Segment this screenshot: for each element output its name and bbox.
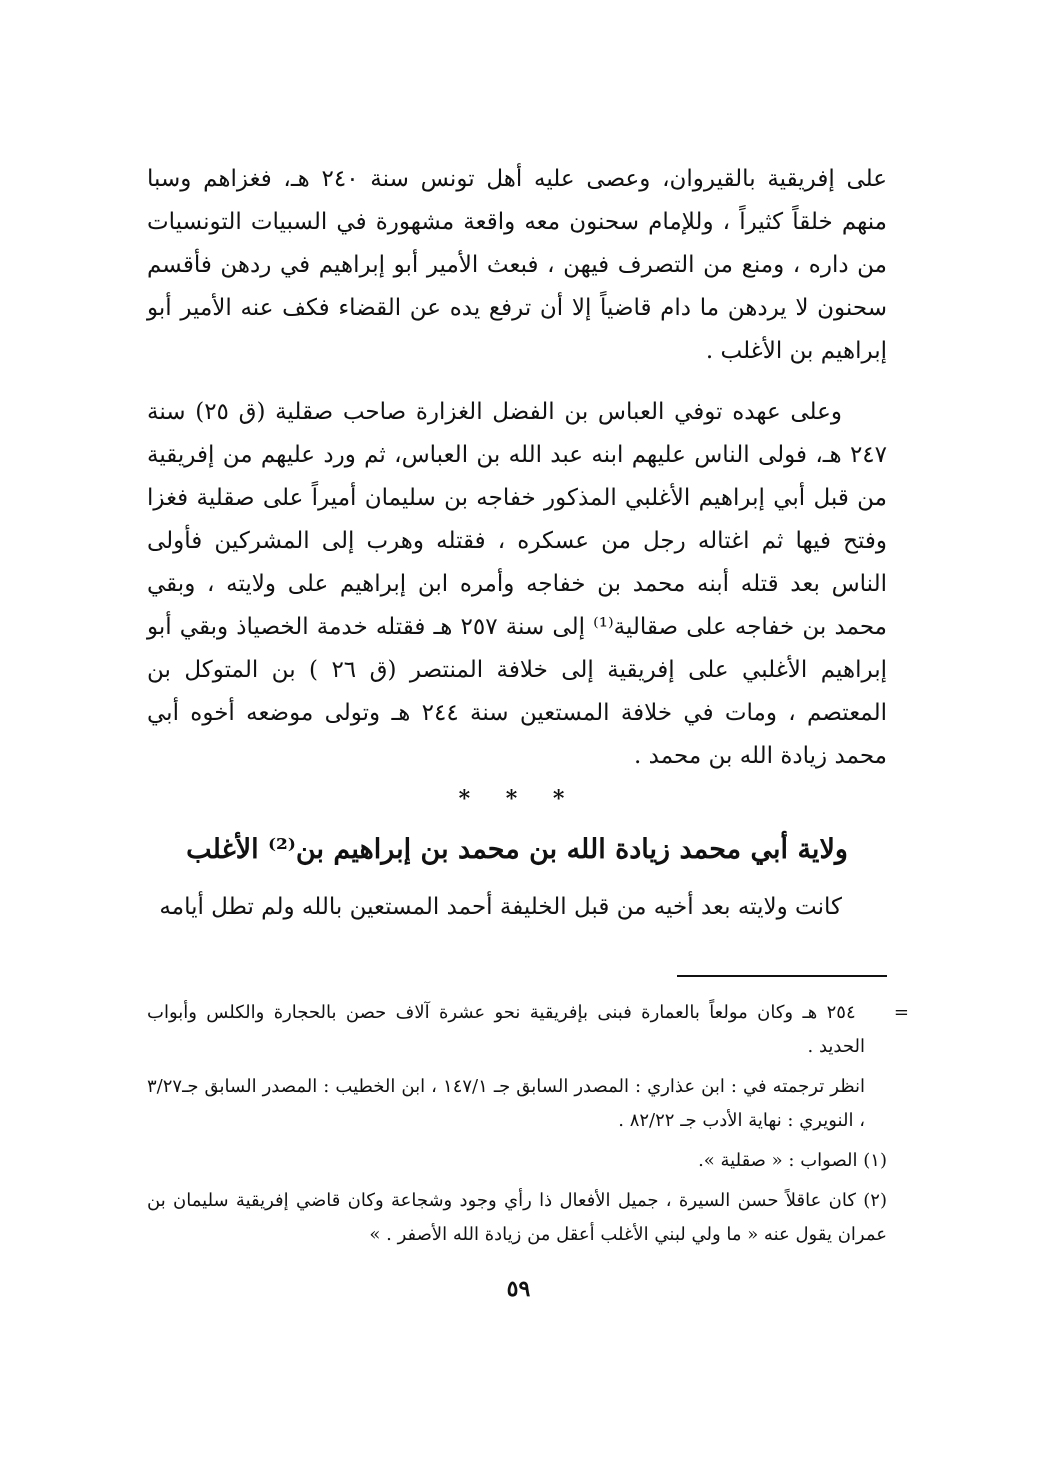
footnote-divider xyxy=(677,975,887,977)
section-separator: * * * xyxy=(458,786,579,812)
paragraph-2: وعلى عهده توفي العباس بن الفضل الغزارة صاحب صقلية (ق ٢٥) سنة ٢٤٧ هـ، فولى الناس عليهم ابنه عبد الله بن العباس، ثم ورد عليهم من إفريقية من قبل أبي إبراهيم الأغلبي المذكور خفاجه بن سليمان أميراً على صقلية فغزا وفتح فيها ثم اغتاله رجل من عسكره ، فقتله وهرب إلى المشركين فأولى الناس بعد قتله أبنه محمد بن خفاجه وأمره ابن إبراهيم على ولايته ، وبقي محمد بن خفاجه على صقالية⁽¹⁾ إلى سنة ٢٥٧ هـ فقتله خدمة الخصياذ وبقي أبو إبراهيم الأغلبي على إفريقية إلى خلافة المنتصر (ق ٢٦ ) بن المتوكل بن المعتصم ، ومات في خلافة المستعين سنة ٢٤٤ هـ وتولى موضعه أخوه أبي محمد زيادة الله بن محمد . xyxy=(147,399,887,769)
footnote-continuation xyxy=(147,996,909,1064)
continuation-marker: = xyxy=(893,1002,909,1023)
paragraph-1: على إفريقية بالقيروان، وعصى عليه أهل تونس سنة ٢٤٠ هـ، فغزاهم وسبا منهم خلقاً كثيراً ، وللإمام سحنون معه واقعة مشهورة في السبيات التونسيات من داره ، ومنع من التصرف فيهن ، فبعث الأمير أبو إبراهيم في ردهن فأقسم سحنون لا يردهن ما دام قاضياً إلا أن ترفع يده عن القضاء فكف عنه الأمير أبو إبراهيم بن الأغلب . xyxy=(147,166,887,364)
footnote-continuation-text: ٢٥٤ هـ وكان مولعاً بالعمارة فبنى بإفريقية نحو عشرة آلاف حصن بالحجارة والكلس وأبواب الحديد . xyxy=(147,1002,865,1057)
section-first-line: كانت ولايته بعد أخيه من قبل الخليفة أحمد المستعين بالله ولم تطل أيامه xyxy=(159,894,842,920)
footnotes-block xyxy=(147,996,909,1258)
section-title: ولاية أبي محمد زيادة الله بن محمد بن إبراهيم بن⁽²⁾ الأغلب xyxy=(186,834,848,865)
footnote-2: (٢) كان عاقلاً حسن السيرة ، جميل الأفعال ذا رأي وجود وشجاعة وكان قاضي إفريقية سليمان بن عمران يقول عنه « ما ولي لبني الأغلب أعقل من زيادة الله الأصفر . » xyxy=(147,1190,887,1245)
footnote-1: (١) الصواب : « صقلية ». xyxy=(698,1150,887,1171)
page-number: ٥٩ xyxy=(506,1276,531,1302)
footnote-references: انظر ترجمته في : ابن عذاري : المصدر السابق جـ ١٤٧/١ ، ابن الخطيب : المصدر السابق جـ٣/٢٧ ، النويري : نهاية الأدب جـ ٨٢/٢٢ . xyxy=(147,1076,865,1131)
main-text-block xyxy=(147,158,887,778)
